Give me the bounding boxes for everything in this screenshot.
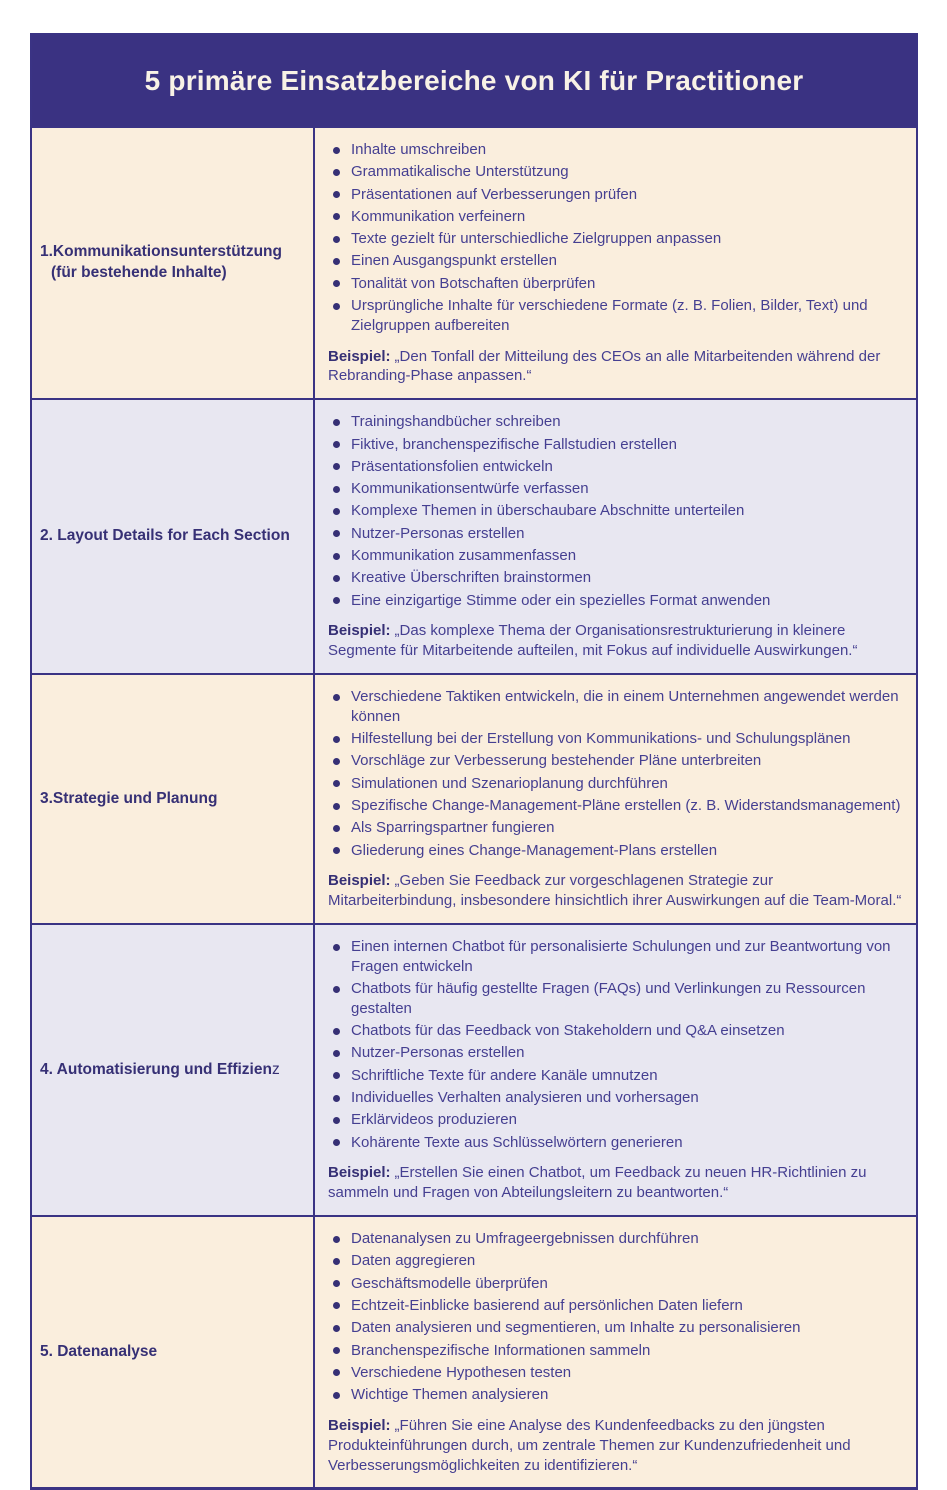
row-label [40,789,217,810]
bullet-item: Individuelles Verhalten analysieren und vorhersagen [328,1088,904,1108]
bullet-item: Fiktive, branchenspezifische Fallstudien erstellen [328,435,904,455]
row-label [40,1342,157,1363]
row-label-cell [32,128,315,398]
bullet-item: Echtzeit-Einblicke basierend auf persönlichen Daten liefern [328,1296,904,1316]
row-label-text: 1.Kommunikationsunterstützung [40,243,282,261]
bullet-item: Wichtige Themen analysieren [328,1385,904,1405]
bullet-item: Daten analysieren und segmentieren, um Inhalte zu personalisieren [328,1318,904,1338]
bullet-item: Kommunikation verfeinern [328,207,904,227]
bullet-item: Datenanalysen zu Umfrageergebnissen durchführen [328,1229,904,1249]
bullet-item: Verschiedene Hypothesen testen [328,1363,904,1383]
bullet-item: Kommunikationsentwürfe verfassen [328,479,904,499]
row-label-text: 4. Automatisierung und Effizien [40,1060,272,1078]
bullet-item: Trainingshandbücher schreiben [328,412,904,432]
bullet-item: Einen Ausgangspunkt erstellen [328,251,904,271]
example-paragraph [328,621,904,661]
bullet-item: Spezifische Change-Management-Pläne erstellen (z. B. Widerstandsmanagement) [328,796,904,816]
bullet-item: Einen internen Chatbot für personalisierte Schulungen und zur Beantwortung von Fragen entwickeln [328,937,904,977]
bullet-item: Branchenspezifische Informationen sammeln [328,1341,904,1361]
bullet-item: Kohärente Texte aus Schlüsselwörtern generieren [328,1133,904,1153]
table-row [32,923,916,1215]
bullet-item: Kommunikation zusammenfassen [328,546,904,566]
example-paragraph [328,871,904,911]
example-quote: „Führen Sie eine Analyse des Kundenfeedbacks zu den jüngsten Produkteinführungen durch, um zentrale Themen zur Kundenzufriedenheit und Verbesserungsmöglichkeiten zu identifizieren.“ [328,1416,851,1474]
bullet-list [328,412,904,610]
example-label: Beispiel: [328,347,391,365]
example-label: Beispiel: [328,622,391,640]
table-rows [32,126,916,1487]
bullet-item: Schriftliche Texte für andere Kanäle umnutzen [328,1066,904,1086]
row-label-text: 3.Strategie und Planung [40,789,218,807]
table-row [32,673,916,923]
row-content-cell [315,128,916,398]
bullet-item: Daten aggregieren [328,1251,904,1271]
bullet-item: Ursprüngliche Inhalte für verschiedene Formate (z. B. Folien, Bilder, Text) und Zielgruppen aufbereiten [328,296,904,336]
row-label [40,526,290,547]
row-label-suffix: z [271,1060,280,1078]
example-label: Beispiel: [328,1164,391,1182]
bullet-item: Hilfestellung bei der Erstellung von Kommunikations- und Schulungsplänen [328,729,904,749]
bullet-item: Verschiedene Taktiken entwickeln, die in einem Unternehmen angewendet werden können [328,687,904,727]
table-row [32,126,916,398]
bullet-list [328,1229,904,1405]
example-quote: „Erstellen Sie einen Chatbot, um Feedback zu neuen HR-Richtlinien zu sammeln und Fragen von Abteilungsleitern zu beantworten.“ [328,1164,867,1202]
bullet-item: Chatbots für das Feedback von Stakeholdern und Q&A einsetzen [328,1021,904,1041]
row-content-cell [315,1217,916,1487]
bullet-item: Vorschläge zur Verbesserung bestehender Pläne unterbreiten [328,751,904,771]
example-paragraph [328,1163,904,1203]
bullet-item: Eine einzigartige Stimme oder ein spezielles Format anwenden [328,591,904,611]
row-label [40,242,282,284]
bullet-item: Als Sparringspartner fungieren [328,818,904,838]
row-label-cell [32,675,315,923]
example-quote: „Geben Sie Feedback zur vorgeschlagenen Strategie zur Mitarbeiterbindung, insbesondere hinsichtlich ihrer Auswirkungen auf die Team-Moral.“ [328,872,902,910]
bullet-list [328,937,904,1152]
usage-table [30,33,918,1490]
example-paragraph [328,1416,904,1475]
row-label-cell [32,925,315,1215]
bullet-item: Komplexe Themen in überschaubare Abschnitte unterteilen [328,501,904,521]
example-label: Beispiel: [328,1416,391,1434]
bullet-list [328,687,904,860]
bullet-item: Chatbots für häufig gestellte Fragen (FAQs) und Verlinkungen zu Ressourcen gestalten [328,979,904,1019]
bullet-item: Tonalität von Botschaften überprüfen [328,274,904,294]
row-label [40,1060,280,1081]
example-quote: „Den Tonfall der Mitteilung des CEOs an alle Mitarbeitenden während der Rebranding-Phase anpassen.“ [328,347,881,385]
bullet-item: Texte gezielt für unterschiedliche Zielgruppen anpassen [328,229,904,249]
table-row [32,398,916,673]
bullet-item: Präsentationen auf Verbesserungen prüfen [328,185,904,205]
row-label-text: 5. Datenanalyse [40,1342,158,1360]
table-title: 5 primäre Einsatzbereiche von KI für Practitioner [32,35,916,126]
bullet-item: Nutzer-Personas erstellen [328,1043,904,1063]
bullet-item: Simulationen und Szenarioplanung durchführen [328,774,904,794]
bullet-item: Inhalte umschreiben [328,140,904,160]
bullet-item: Präsentationsfolien entwickeln [328,457,904,477]
row-content-cell [315,925,916,1215]
table-row [32,1215,916,1487]
row-label-cell [32,400,315,673]
example-label: Beispiel: [328,872,391,890]
row-label-line2: (für bestehende Inhalte) [51,264,227,282]
row-label-text: 2. Layout Details for Each Section [40,527,290,545]
example-paragraph [328,347,904,387]
bullet-item: Nutzer-Personas erstellen [328,524,904,544]
bullet-item: Kreative Überschriften brainstormen [328,568,904,588]
bullet-item: Gliederung eines Change-Management-Plans erstellen [328,841,904,861]
example-quote: „Das komplexe Thema der Organisationsrestrukturierung in kleinere Segmente für Mitarbeitende aufteilen, mit Fokus auf individuelle Auswirkungen.“ [328,622,858,660]
row-content-cell [315,675,916,923]
row-content-cell [315,400,916,673]
bullet-list [328,140,904,336]
bullet-item: Grammatikalische Unterstützung [328,162,904,182]
bullet-item: Geschäftsmodelle überprüfen [328,1274,904,1294]
row-label-cell [32,1217,315,1487]
bullet-item: Erklärvideos produzieren [328,1110,904,1130]
